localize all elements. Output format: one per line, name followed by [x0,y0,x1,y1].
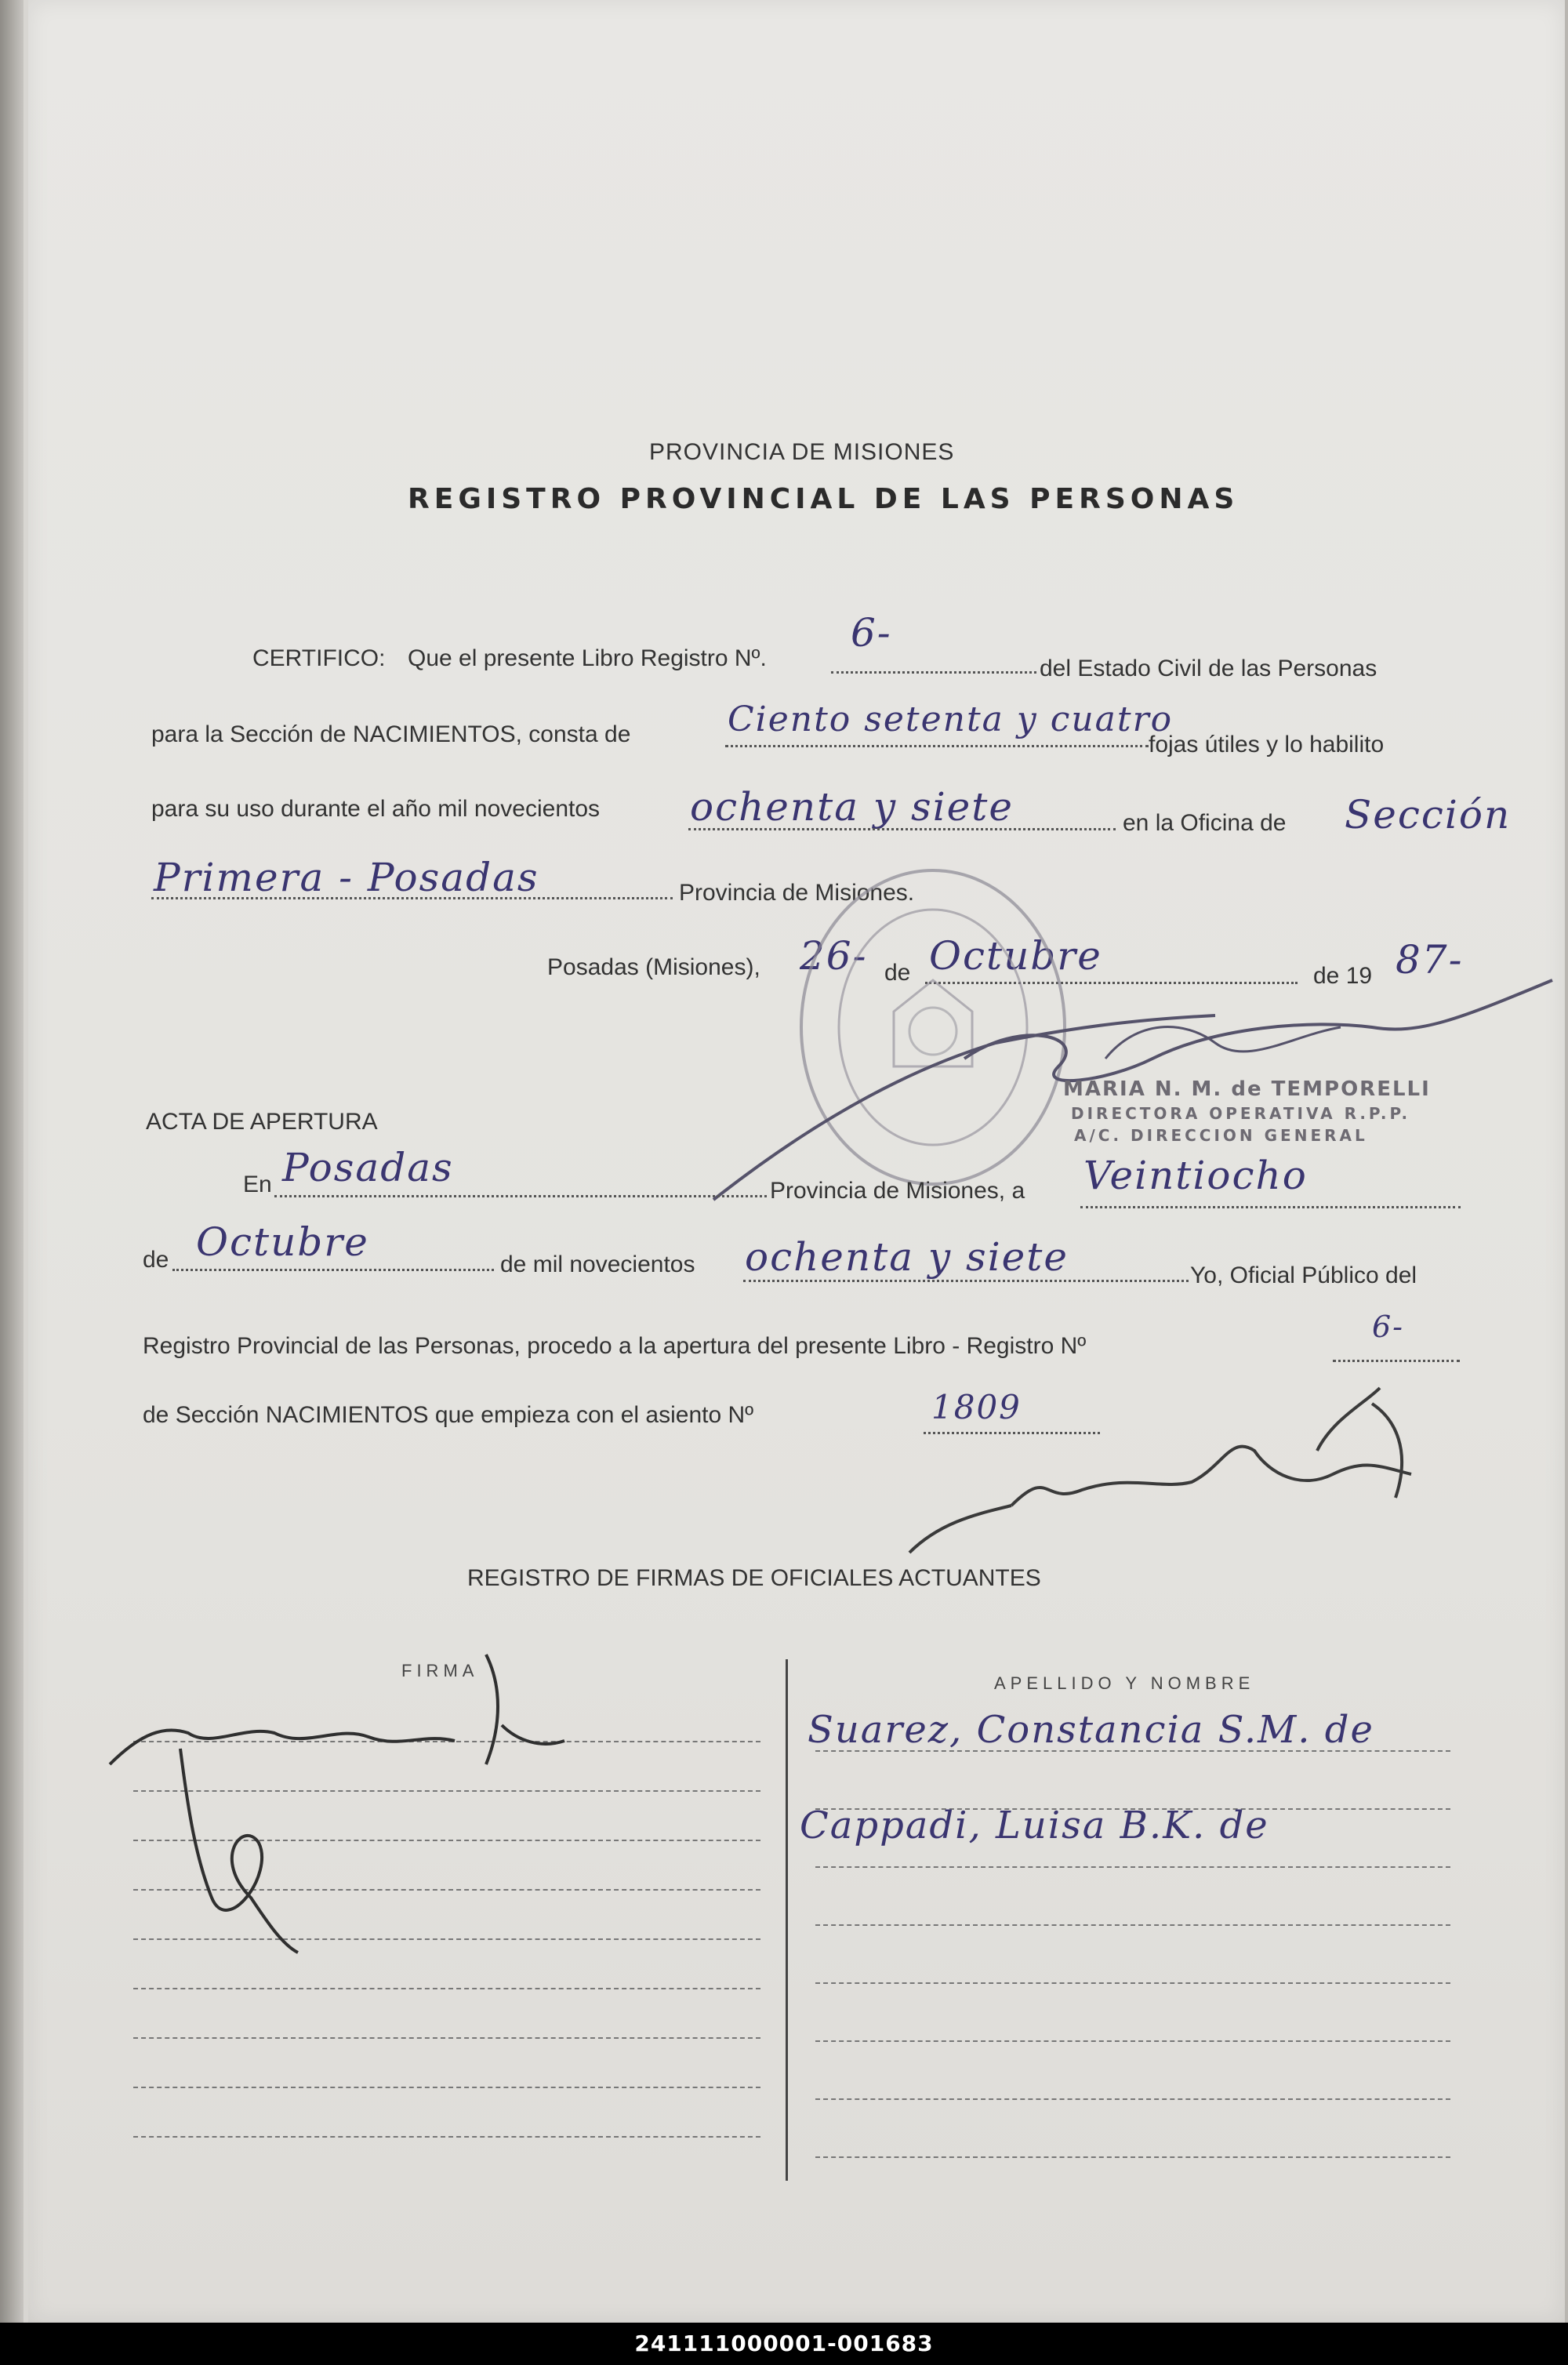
stamp-role-2: A/C. DIRECCION GENERAL [1074,1126,1368,1145]
nombre-line-4 [815,1924,1450,1926]
page-binding-edge [0,0,27,2323]
firma-line-7 [133,2037,760,2039]
cert-line2-b: fojas útiles y lo habilito [1149,732,1385,757]
cert-fojas-line [725,745,1149,747]
nombre-line-8 [815,2156,1450,2158]
col-nombre-header: APELLIDO Y NOMBRE [994,1673,1255,1693]
cert-date-month: Octubre [929,933,1102,979]
cert-date-de: de [884,960,911,986]
firma-signature-1-icon [94,1639,596,1953]
nombre-line-5 [815,1982,1450,1984]
cert-fojas-value: Ciento setenta y cuatro [728,699,1174,739]
acta-title: ACTA DE APERTURA [146,1109,378,1135]
acta-line3: Registro Provincial de las Personas, procedo a la apertura del presente Libro - Registro Nº [143,1333,1087,1359]
acta-mil: de mil novecientos [500,1252,695,1277]
cert-date-year-prefix: de 19 [1313,963,1373,989]
document-id-bar: 241111000001-001683 [0,2323,1568,2365]
acta-place: Posadas [282,1145,454,1190]
nombre-line-6 [815,2040,1450,2042]
registry-heading: REGISTRO PROVINCIAL DE LAS PERSONAS [408,483,1240,515]
acta-libro-line [1333,1360,1460,1362]
cert-line4-b: Provincia de Misiones. [679,880,915,906]
cert-line1-b: del Estado Civil de las Personas [1040,656,1377,681]
nombre-entry-1: Suarez, Constancia S.M. de [808,1708,1374,1752]
stamp-role: DIRECTORA OPERATIVA R.P.P. [1071,1104,1411,1123]
acta-month: Octubre [196,1219,369,1265]
province-heading: PROVINCIA DE MISIONES [649,439,955,465]
acta-day-line [1080,1206,1461,1208]
acta-place-line [274,1195,767,1197]
cert-line3-b: en la Oficina de [1123,810,1287,836]
firmas-title: REGISTRO DE FIRMAS DE OFICIALES ACTUANTES [467,1565,1041,1591]
cert-line3-a: para su uso durante el año mil novecientos [151,796,601,822]
cert-oficina-line [151,897,673,899]
firma-line-9 [133,2136,760,2138]
cert-libro-line [831,671,1036,674]
firma-line-6 [133,1988,760,1989]
cert-date-year: 87- [1396,937,1464,983]
acta-libro-number: 6- [1372,1310,1405,1344]
acta-signature-icon [894,1388,1482,1560]
certifico-label: CERTIFICO: [252,645,386,671]
cert-line1-a: Que el presente Libro Registro Nº. [408,645,767,671]
acta-line4: de Sección NACIMIENTOS que empieza con el asiento Nº [143,1402,754,1428]
cert-year-line [688,828,1116,830]
acta-year-line [743,1280,1189,1282]
cert-year-words: ochenta y siete [690,784,1014,830]
nombre-line-7 [815,2098,1450,2100]
nombre-entry-2: Cappadi, Luisa B.K. de [800,1804,1269,1847]
acta-asiento: 1809 [931,1388,1022,1426]
acta-day: Veintiocho [1083,1153,1308,1198]
acta-en: En [243,1172,272,1197]
col-firma-header: FIRMA [401,1661,479,1680]
cert-oficina-1: Sección [1345,792,1512,837]
stamp-name: MARIA N. M. de TEMPORELLI [1063,1077,1431,1101]
acta-yo: Yo, Oficial Público del [1190,1262,1417,1288]
cert-date-place: Posadas (Misiones), [547,954,760,980]
acta-year-words: ochenta y siete [745,1234,1069,1280]
cert-line2-a: para la Sección de NACIMIENTOS, consta de [151,721,631,747]
firma-line-8 [133,2087,760,2088]
acta-prov: Provincia de Misiones, a [770,1178,1025,1204]
nombre-line-3 [815,1866,1450,1868]
acta-month-line [172,1269,494,1271]
acta-de: de [143,1247,169,1273]
cert-oficina-2: Primera - Posadas [154,855,539,900]
firmas-column-divider [786,1659,788,2181]
cert-date-day: 26- [800,933,868,979]
cert-libro-number: 6- [851,610,892,656]
